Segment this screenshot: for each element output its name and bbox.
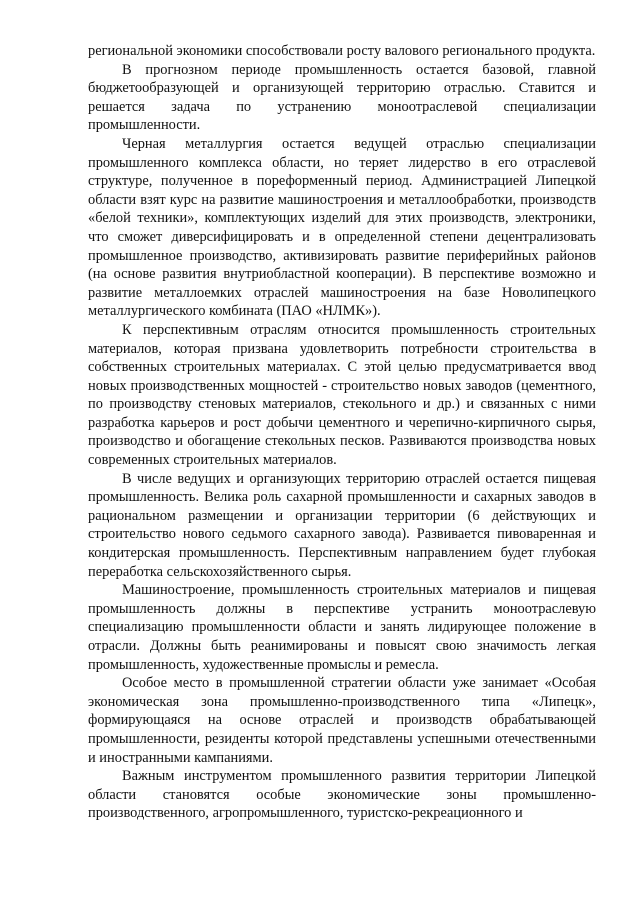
paragraph-special-economic-zone: Особое место в промышленной стратегии области уже занимает «Особая экономическая зона промышленно-производственного типа «Липецк», формирующаяся на основе отраслей и производств обрабатывающей промышленности, резиденты которой представлены успешными отечественными и иностранными кампаниями. xyxy=(88,675,596,766)
paragraph-continuation: региональной экономики способствовали росту валового регионального продукта. xyxy=(88,43,596,59)
paragraph-development-instruments: Важным инструментом промышленного развития территории Липецкой области становятся особые экономические зоны промышленно-производственного, агропромышленного, туристско-рекреационного и xyxy=(88,768,596,822)
paragraph-building-materials: К перспективным отраслям относится промышленность строительных материалов, которая призвана удовлетворить потребности строительства в собственных строительных материалах. С этой целью предусматривается ввод новых производственных мощностей - строительство новых заводов (цементного, по производству стеновых материалов, стекольного и др.) и связанных с ними разработка карьеров и рост добычи цементного и черепично-кирпичного сырья, производство и обогащение стекольных песков. Развиваются производства новых современных строительных материалов. xyxy=(88,321,596,469)
paragraph-ferrous-metallurgy: Черная металлургия остается ведущей отраслью специализации промышленного комплекса области, но теряет лидерство в его отраслевой структуре, полученное в пореформенный период. Администрацией Липецкой области взят курс на развитие машиностроения и металлообработки, производств «белой техники», комплектующих изделий для этих производств, электроники, что сможет диверсифицировать и в определенной степени децентрализовать промышленное производство, активизировать развитие периферийных районов (на основе развития внутриобластной кооперации). В перспективе возможно и развитие металлоемких отраслей машиностроения на базе Новолипецкого металлургического комбината (ПАО «НЛМК»). xyxy=(88,135,596,320)
paragraph-mechanical-engineering: Машиностроение, промышленность строительных материалов и пищевая промышленность должны в перспективе устранить моноотраслевую специализацию промышленности области и занять лидирующее положение в отрасли. Должны быть реанимированы и повысят свою значимость легкая промышленность, художественные промыслы и ремесла. xyxy=(88,582,596,673)
paragraph-industry-forecast: В прогнозном периоде промышленность остается базовой, главной бюджетообразующей и организующей территорию отраслью. Ставится и решается задача по устранению моноотраслевой специализации промышленности. xyxy=(88,61,596,134)
document-page xyxy=(88,42,596,823)
paragraph-food-industry: В числе ведущих и организующих территорию отраслей остается пищевая промышленность. Велика роль сахарной промышленности и сахарных заводов в рациональном размещении и организации территории (6 действующих и строительство нового седьмого сахарного завода). Развивается пивоваренная и кондитерская промышленность. Перспективным направлением будет глубокая переработка сельскохозяйственного сырья. xyxy=(88,470,596,580)
